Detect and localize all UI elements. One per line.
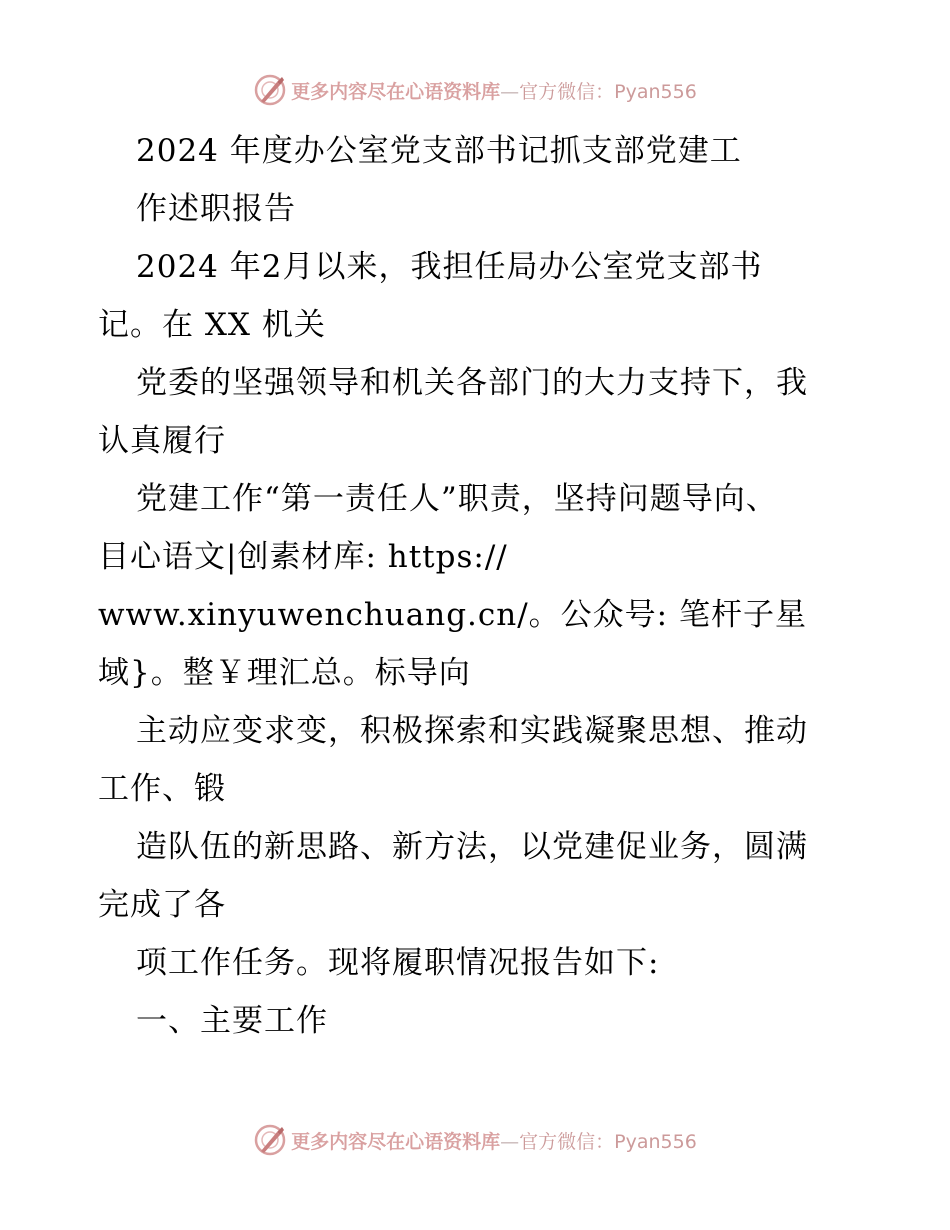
banner-separator: — [500,80,520,103]
document-line: 工作、锻 [98,771,226,807]
banner-separator: — [500,1130,520,1153]
document-line: 造队伍的新思路、新方法，以党建促业务，圆满 [136,829,808,865]
document-line: 党建工作“第一责任人”职责，坚持问题导向、 [136,481,778,517]
document-line: 完成了各 [98,887,226,923]
document-line: 党委的坚强领导和机关各部门的大力支持下，我 [136,365,808,401]
document-line: 认真履行 [98,423,226,459]
document-line: 记。在 XX 机关 [98,307,326,343]
document-line: 一、主要工作 [136,1003,328,1039]
banner-text [291,77,697,104]
document-line: 项工作任务。现将履职情况报告如下: [136,945,660,981]
footer-watermark-banner [0,1120,950,1160]
pen-nib-circle-icon [253,73,287,107]
document-line: 作述职报告 [136,191,296,227]
banner-wechat-text: 官方微信：Pyan556 [519,80,697,103]
document-line: 目心语文|创素材库: https:// [98,539,508,575]
banner-main-text: 更多内容尽在心语资料库 [291,80,501,103]
banner-text [291,1127,697,1154]
document-line: 2024 年2月以来，我担任局办公室党支部书 [136,249,763,285]
banner-wechat-text: 官方微信：Pyan556 [519,1130,697,1153]
banner-main-text: 更多内容尽在心语资料库 [291,1130,501,1153]
header-watermark-banner [0,70,950,110]
document-line: www.xinyuwenchuang.cn/。公众号: 笔杆子星 [98,597,807,633]
document-line: 2024 年度办公室党支部书记抓支部党建工 [136,133,742,169]
document-line: 主动应变求变，积极探索和实践凝聚思想、推动 [136,713,808,749]
document-line: 域}。整￥理汇总。标导向 [98,655,471,691]
pen-nib-circle-icon [253,1123,287,1157]
document-body [98,122,858,1050]
